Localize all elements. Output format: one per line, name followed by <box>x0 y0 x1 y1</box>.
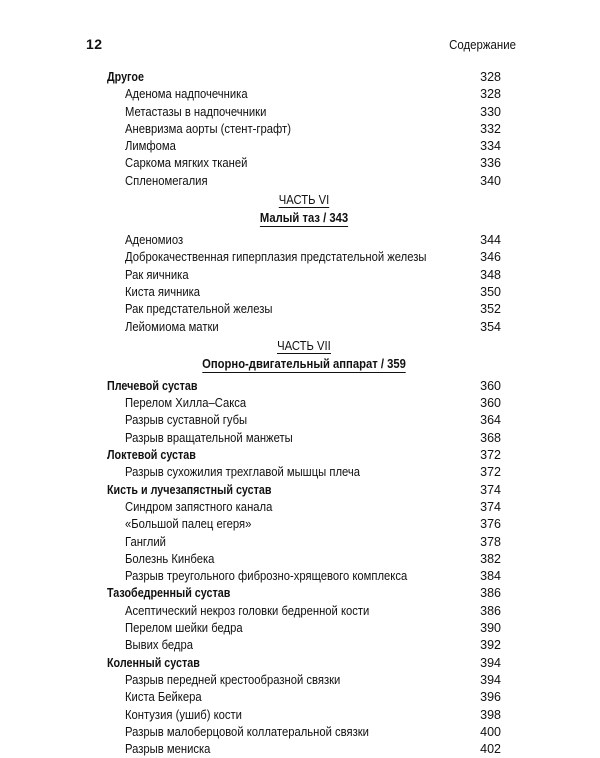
part-label <box>127 192 482 209</box>
toc-entry-row <box>107 284 501 301</box>
entry-title: Метастазы в надпочечники <box>125 104 267 119</box>
section-title: Кисть и лучезапястный сустав <box>107 482 272 497</box>
toc-section-row <box>107 378 501 395</box>
entry-title: Разрыв треугольного фиброзно-хрящевого комплекса <box>125 569 408 584</box>
section-title: Локтевой сустав <box>107 448 196 463</box>
toc-section-row <box>107 69 501 86</box>
entry-title: Контузия (ушиб) кости <box>125 707 242 722</box>
page-number: 12 <box>86 36 103 52</box>
running-head <box>86 36 516 54</box>
entry-title: Рак яичника <box>125 267 189 282</box>
toc-entry-row <box>107 104 501 121</box>
entry-title: Разрыв мениска <box>125 742 211 757</box>
entry-title: Болезнь Кинбека <box>125 551 215 566</box>
part-title-text: Малый таз / 343 <box>259 211 349 226</box>
page-ref: 368 <box>480 430 501 445</box>
toc-entry-row <box>107 232 501 249</box>
page-ref: 328 <box>480 70 501 84</box>
toc-entry-row <box>107 155 501 172</box>
entry-title: Киста яичника <box>125 284 201 299</box>
entry-title: Перелом шейки бедра <box>125 621 243 636</box>
toc-entry-row <box>107 707 501 724</box>
entry-title: Разрыв суставной губы <box>125 413 248 428</box>
part-label <box>127 338 482 355</box>
toc-section-row <box>107 585 501 602</box>
page-ref: 346 <box>480 250 501 265</box>
page-ref: 328 <box>480 87 501 102</box>
entry-title: Разрыв сухожилия трехглавой мышцы плеча <box>125 465 361 480</box>
page-ref: 382 <box>480 551 501 566</box>
page-ref: 402 <box>480 742 501 757</box>
entry-title: Вывих бедра <box>125 638 194 653</box>
section-title: Плечевой сустав <box>107 378 198 393</box>
entry-title: Аневризма аорты (стент-графт) <box>125 121 291 136</box>
toc-entry-row <box>107 464 501 481</box>
page-ref: 394 <box>480 672 501 687</box>
entry-title: Ганглий <box>125 534 166 549</box>
page-ref: 400 <box>480 724 501 739</box>
page-ref: 330 <box>480 104 501 119</box>
page-ref: 386 <box>480 603 501 618</box>
entry-title: Разрыв вращательной манжеты <box>125 430 293 445</box>
toc-entry-row <box>107 301 501 318</box>
page-ref: 374 <box>480 499 501 514</box>
entry-title: Киста Бейкера <box>125 690 202 705</box>
toc-entry-row <box>107 672 501 689</box>
page-ref: 364 <box>480 413 501 428</box>
toc-section-row <box>107 655 501 672</box>
page-ref: 384 <box>480 569 501 584</box>
page-ref: 396 <box>480 690 501 705</box>
page-ref: 394 <box>480 655 501 670</box>
entry-title: Синдром запястного канала <box>125 499 273 514</box>
toc-entry-row <box>107 620 501 637</box>
toc-entry-row <box>107 724 501 741</box>
toc-entry-row <box>107 319 501 336</box>
toc-entry-row <box>107 121 501 138</box>
toc-entry-row <box>107 499 501 516</box>
page-ref: 386 <box>480 586 501 601</box>
toc-entry-row <box>107 249 501 266</box>
toc-entry-row <box>107 689 501 706</box>
toc-entry-row <box>107 412 501 429</box>
entry-title: Доброкачественная гиперплазия предстательной железы <box>125 250 427 265</box>
page-ref: 360 <box>480 396 501 411</box>
part-label-text: ЧАСТЬ VI <box>278 193 330 208</box>
toc-entry-row <box>107 173 501 190</box>
toc-section-row <box>107 447 501 464</box>
page-ref: 372 <box>480 465 501 480</box>
entry-title: Разрыв малоберцовой коллатеральной связки <box>125 724 369 739</box>
entry-title: Лимфома <box>125 139 176 154</box>
part-title <box>127 209 482 229</box>
page-ref: 352 <box>480 302 501 317</box>
section-title: Другое <box>107 70 144 84</box>
page-ref: 336 <box>480 156 501 171</box>
toc-entry-row <box>107 534 501 551</box>
toc-entry-row <box>107 430 501 447</box>
table-of-contents <box>107 69 501 758</box>
toc-entry-row <box>107 138 501 155</box>
page-ref: 360 <box>480 378 501 393</box>
toc-entry-row <box>107 637 501 654</box>
running-head-title: Содержание <box>449 37 516 52</box>
part-title-text: Опорно-двигательный аппарат / 359 <box>202 356 406 371</box>
entry-title: Аденомиоз <box>125 233 184 248</box>
entry-title: Спленомегалия <box>125 173 208 188</box>
page-ref: 378 <box>480 534 501 549</box>
entry-title: Рак предстательной железы <box>125 302 273 317</box>
page-ref: 392 <box>480 638 501 653</box>
toc-entry-row <box>107 568 501 585</box>
page-ref: 372 <box>480 448 501 463</box>
section-title: Тазобедренный сустав <box>107 586 231 601</box>
toc-entry-row <box>107 551 501 568</box>
entry-title: Лейомиома матки <box>125 319 219 334</box>
toc-entry-row <box>107 267 501 284</box>
page-ref: 348 <box>480 267 501 282</box>
page-ref: 390 <box>480 621 501 636</box>
entry-title: Аденома надпочечника <box>125 87 248 102</box>
entry-title: Асептический некроз головки бедренной кости <box>125 603 370 618</box>
page-ref: 334 <box>480 139 501 154</box>
page-ref: 376 <box>480 517 501 532</box>
entry-title: Перелом Хилла–Сакса <box>125 396 247 411</box>
page-ref: 354 <box>480 319 501 334</box>
entry-title: «Большой палец егеря» <box>125 517 252 532</box>
part-label-text: ЧАСТЬ VII <box>277 338 331 353</box>
toc-entry-row <box>107 516 501 533</box>
entry-title: Саркома мягких тканей <box>125 156 248 171</box>
page-ref: 340 <box>480 173 501 188</box>
page-ref: 350 <box>480 284 501 299</box>
toc-entry-row <box>107 603 501 620</box>
page-ref: 374 <box>480 482 501 497</box>
page-ref: 344 <box>480 233 501 248</box>
page-ref: 332 <box>480 121 501 136</box>
entry-title: Разрыв передней крестообразной связки <box>125 672 341 687</box>
page-ref: 398 <box>480 707 501 722</box>
toc-entry-row <box>107 395 501 412</box>
toc-section-row <box>107 482 501 499</box>
part-title <box>127 355 482 375</box>
toc-entry-row <box>107 86 501 103</box>
section-title: Коленный сустав <box>107 655 200 670</box>
